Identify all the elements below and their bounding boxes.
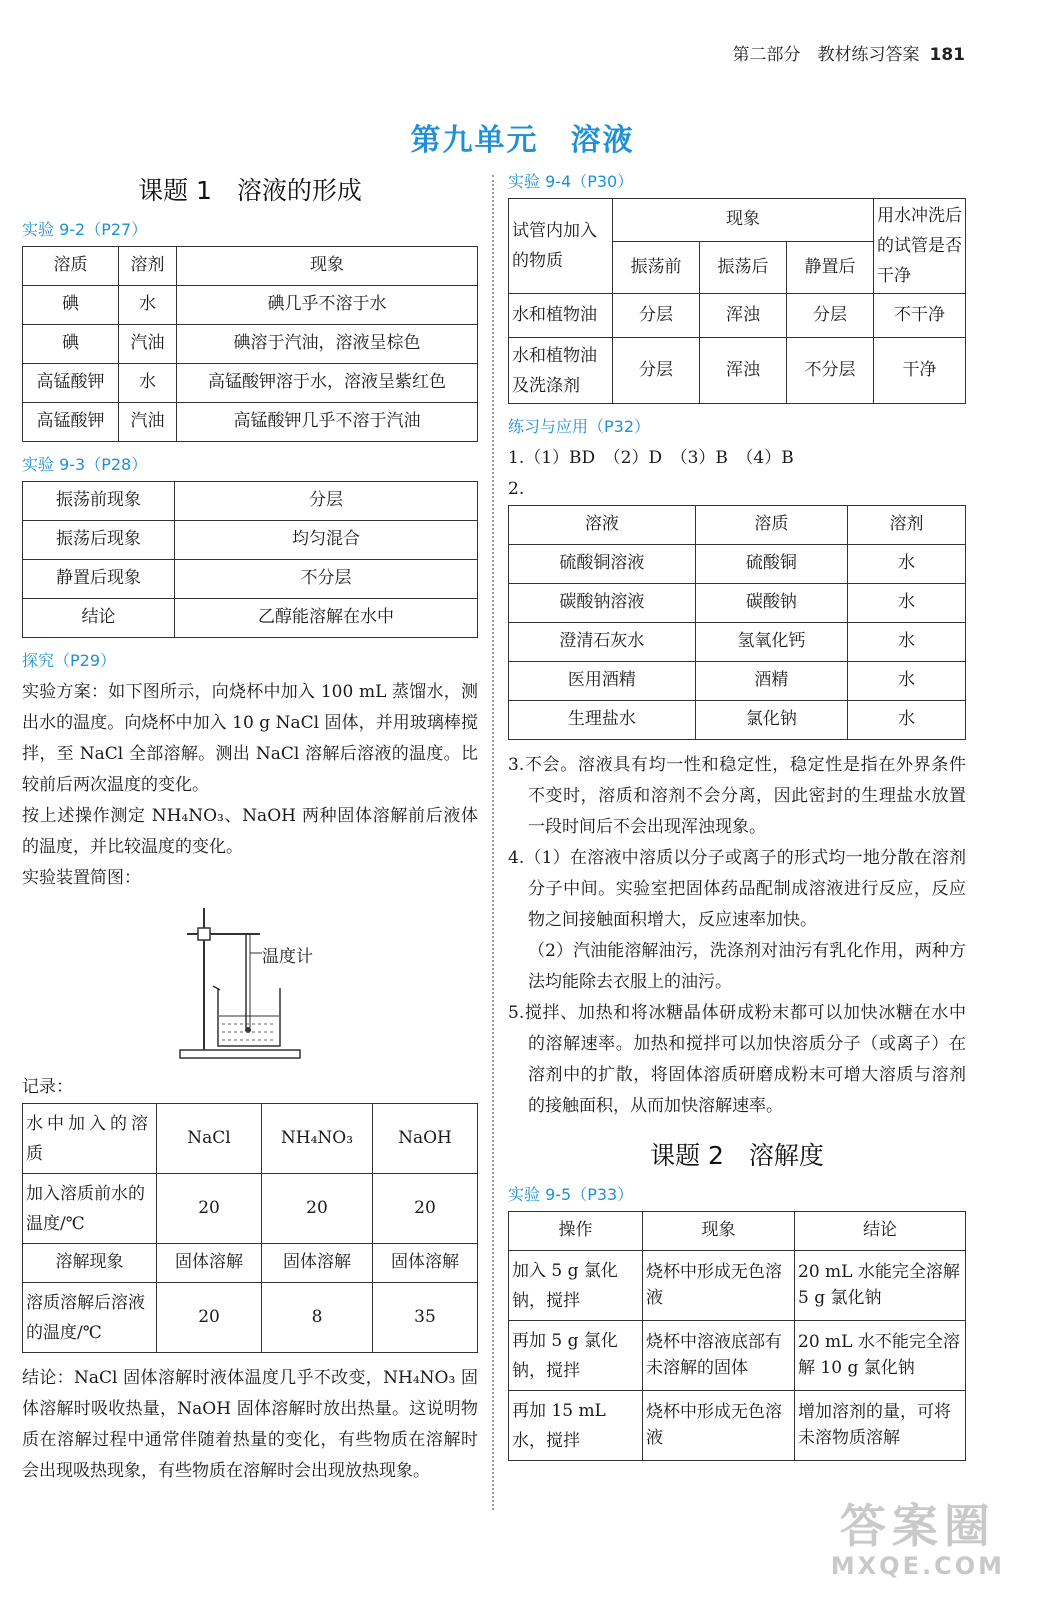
table-cell: 水 — [848, 701, 966, 740]
table-cell: 固体溶解 — [157, 1244, 262, 1283]
table-row — [509, 662, 966, 701]
exp95-table — [508, 1211, 966, 1461]
practice-table — [508, 505, 966, 740]
table-header: 现象 — [643, 1212, 795, 1251]
explore-conclusion: 结论：NaCl 固体溶解时液体温度几乎不改变，NH₄NO₃ 固体溶解时吸收热量，NaOH 固体溶解时放出热量。这说明物质在溶解过程中通常伴随着热量的变化，有些物质在溶解时会出现吸热现象，有些物质在溶解时会出现放热现象。 — [22, 1368, 478, 1481]
table-row — [23, 599, 478, 638]
record-label: 记录： — [22, 1077, 73, 1097]
thermometer-label: 温度计 — [262, 947, 313, 967]
left-column — [22, 165, 478, 1487]
table-row — [23, 1283, 478, 1353]
table-cell: 振荡后现象 — [23, 521, 175, 560]
watermark-line2: MXQE.COM — [830, 1552, 1005, 1580]
explore-plan: 实验方案：如下图所示，向烧杯中加入 100 mL 蒸馏水，测出水的温度。向烧杯中加入 10 g NaCl 固体，并用玻璃棒搅拌，至 NaCl 全部溶解。测出 NaCl 溶解后溶液的温度。比较前后两次温度的变化。 — [22, 682, 478, 795]
practice-q3: 3.不会。溶液具有均一性和稳定性，稳定性是指在外界条件不变时，溶质和溶剂不会分离，因此密封的生理盐水放置一段时间后不会出现浑浊现象。 — [508, 755, 966, 837]
table-row — [23, 1104, 478, 1174]
table-cell: 20 mL 水能完全溶解 5 g 氯化钠 — [795, 1251, 966, 1321]
practice-q5: 5.搅拌、加热和将冰糖晶体研成粉末都可以加快冰糖在水中的溶解速率。加热和搅拌可以加快溶质分子（或离子）在溶剂中的扩散，将固体溶质研磨成粉末可增大溶质与溶剂的接触面积，从而加快溶解速率。 — [508, 1003, 966, 1116]
table-cell: 加入 5 g 氯化钠，搅拌 — [509, 1251, 643, 1321]
table-cell: 固体溶解 — [262, 1244, 373, 1283]
table-cell: 固体溶解 — [372, 1244, 477, 1283]
practice-q1: 1.（1）BD （2）D （3）B （4）B — [508, 448, 794, 468]
exp93-label: 实验 9-3（P28） — [22, 455, 148, 474]
explore-label: 探究（P29） — [22, 651, 117, 670]
table-cell: 碘几乎不溶于水 — [177, 286, 478, 325]
table-header: 溶剂 — [848, 506, 966, 545]
table-cell: 水 — [848, 623, 966, 662]
table-cell: 生理盐水 — [509, 701, 696, 740]
table-row — [23, 403, 478, 442]
practice-label: 练习与应用（P32） — [508, 417, 651, 436]
table-header: NaCl — [157, 1104, 262, 1174]
table-row — [23, 364, 478, 403]
table-cell: 再加 15 mL 水，搅拌 — [509, 1391, 643, 1461]
table-header: 操作 — [509, 1212, 643, 1251]
table-cell: 硫酸铜 — [695, 545, 847, 584]
table-cell: 烧杯中形成无色溶液 — [643, 1391, 795, 1461]
table-cell: 硫酸铜溶液 — [509, 545, 696, 584]
table-row — [509, 701, 966, 740]
table-header: 溶剂 — [119, 247, 177, 286]
table-cell: 20 — [157, 1174, 262, 1244]
table-row — [23, 482, 478, 521]
table-row — [23, 1244, 478, 1283]
table-header: NaOH — [372, 1104, 477, 1174]
table-row — [23, 560, 478, 599]
table-cell: 高锰酸钾 — [23, 364, 119, 403]
table-cell: 20 — [372, 1174, 477, 1244]
table-cell: 浑浊 — [700, 338, 787, 404]
table-header: NH₄NO₃ — [262, 1104, 373, 1174]
exp94-table — [508, 198, 966, 404]
table-cell: 碘 — [23, 325, 119, 364]
exp95-label: 实验 9-5（P33） — [508, 1185, 634, 1204]
table-cell: 不分层 — [175, 560, 478, 599]
table-cell: 碳酸钠 — [695, 584, 847, 623]
exp93-table — [22, 481, 478, 638]
table-cell: 加入溶质前水的温度/℃ — [23, 1174, 157, 1244]
exp92-label: 实验 9-2（P27） — [22, 220, 148, 239]
table-header: 试管内加入的物质 — [509, 199, 613, 294]
table-cell: 水和植物油 — [509, 294, 613, 338]
table-cell: 不干净 — [874, 294, 966, 338]
table-cell: 分层 — [613, 294, 700, 338]
table-cell: 碘 — [23, 286, 119, 325]
table-row — [509, 584, 966, 623]
table-cell: 水 — [848, 584, 966, 623]
table-cell: 增加溶剂的量，可将未溶物质溶解 — [795, 1391, 966, 1461]
table-cell: 氢氧化钙 — [695, 623, 847, 662]
page-header — [733, 40, 966, 65]
table-cell: 高锰酸钾几乎不溶于汽油 — [177, 403, 478, 442]
table-cell: 20 — [157, 1283, 262, 1353]
table-cell: 浑浊 — [700, 294, 787, 338]
table-cell: 高锰酸钾 — [23, 403, 119, 442]
exp92-table — [22, 246, 478, 442]
table-header: 水中加入的溶质 — [23, 1104, 157, 1174]
table-cell: 酒精 — [695, 662, 847, 701]
table-row — [509, 1251, 966, 1321]
table-row — [23, 286, 478, 325]
practice-q4a: 4.（1）在溶液中溶质以分子或离子的形式均一地分散在溶剂分子中间。实验室把固体药品配制成溶液进行反应，反应物之间接触面积增大，反应速率加快。 — [508, 848, 966, 930]
table-cell: 澄清石灰水 — [509, 623, 696, 662]
table-cell: 均匀混合 — [175, 521, 478, 560]
table-row — [509, 338, 966, 404]
apparatus-diagram — [22, 898, 478, 1068]
table-cell: 医用酒精 — [509, 662, 696, 701]
table-header: 振荡后 — [700, 241, 787, 293]
table-header: 溶质 — [23, 247, 119, 286]
table-cell: 溶解现象 — [23, 1244, 157, 1283]
table-cell: 汽油 — [119, 325, 177, 364]
table-header: 溶质 — [695, 506, 847, 545]
practice-q2: 2. — [508, 479, 525, 499]
explore-steps: 按上述操作测定 NH₄NO₃、NaOH 两种固体溶解前后液体的温度，并比较温度的变化。 — [22, 806, 478, 857]
apparatus-drawing — [22, 898, 478, 1068]
table-header: 现象 — [177, 247, 478, 286]
table-cell: 20 — [262, 1174, 373, 1244]
table-cell: 不分层 — [787, 338, 874, 404]
table-cell: 水和植物油及洗涤剂 — [509, 338, 613, 404]
practice-q4b: （2）汽油能溶解油污，洗涤剂对油污有乳化作用，两种方法均能除去衣服上的油污。 — [528, 941, 966, 992]
unit-title: 第九单元 溶液 — [410, 123, 635, 158]
table-cell: 碳酸钠溶液 — [509, 584, 696, 623]
table-cell: 碘溶于汽油，溶液呈棕色 — [177, 325, 478, 364]
topic1-title: 课题 1 溶液的形成 — [138, 176, 362, 205]
table-cell: 干净 — [874, 338, 966, 404]
table-cell: 分层 — [613, 338, 700, 404]
column-divider — [492, 175, 494, 1510]
section-label: 第二部分 教材练习答案 — [732, 45, 920, 65]
table-cell: 结论 — [23, 599, 175, 638]
table-row — [23, 521, 478, 560]
table-row — [23, 325, 478, 364]
table-cell: 振荡前现象 — [23, 482, 175, 521]
right-column — [508, 165, 966, 1471]
table-row — [23, 1174, 478, 1244]
table-cell: 高锰酸钾溶于水，溶液呈紫红色 — [177, 364, 478, 403]
table-cell: 静置后现象 — [23, 560, 175, 599]
table-cell: 20 mL 水不能完全溶解 10 g 氯化钠 — [795, 1321, 966, 1391]
table-cell: 35 — [372, 1283, 477, 1353]
table-row — [509, 199, 966, 242]
table-header: 用水冲洗后的试管是否干净 — [874, 199, 966, 294]
table-row — [509, 1321, 966, 1391]
table-cell: 水 — [119, 286, 177, 325]
table-header: 溶液 — [509, 506, 696, 545]
table-cell: 烧杯中溶液底部有未溶解的固体 — [643, 1321, 795, 1391]
table-header: 结论 — [795, 1212, 966, 1251]
table-cell: 氯化钠 — [695, 701, 847, 740]
table-row — [509, 294, 966, 338]
table-row — [509, 1212, 966, 1251]
record-table — [22, 1103, 478, 1353]
table-header: 现象 — [613, 199, 874, 242]
topic2-title: 课题 2 溶解度 — [650, 1141, 824, 1170]
table-row — [509, 1391, 966, 1461]
table-cell: 8 — [262, 1283, 373, 1353]
watermark-line1: 答案圈 — [839, 1499, 996, 1553]
table-cell: 分层 — [787, 294, 874, 338]
table-header: 静置后 — [787, 241, 874, 293]
table-cell: 再加 5 g 氯化钠，搅拌 — [509, 1321, 643, 1391]
table-cell: 乙醇能溶解在水中 — [175, 599, 478, 638]
page-number: 181 — [929, 45, 965, 65]
table-row — [509, 623, 966, 662]
table-cell: 烧杯中形成无色溶液 — [643, 1251, 795, 1321]
table-cell: 溶质溶解后溶液的温度/℃ — [23, 1283, 157, 1353]
table-row — [509, 545, 966, 584]
table-header: 振荡前 — [613, 241, 700, 293]
exp94-label: 实验 9-4（P30） — [508, 172, 634, 191]
table-cell: 水 — [119, 364, 177, 403]
watermark — [831, 1490, 1005, 1580]
table-row — [509, 506, 966, 545]
table-cell: 分层 — [175, 482, 478, 521]
table-cell: 汽油 — [119, 403, 177, 442]
table-cell: 水 — [848, 662, 966, 701]
apparatus-caption: 实验装置简图： — [22, 868, 141, 888]
table-cell: 水 — [848, 545, 966, 584]
